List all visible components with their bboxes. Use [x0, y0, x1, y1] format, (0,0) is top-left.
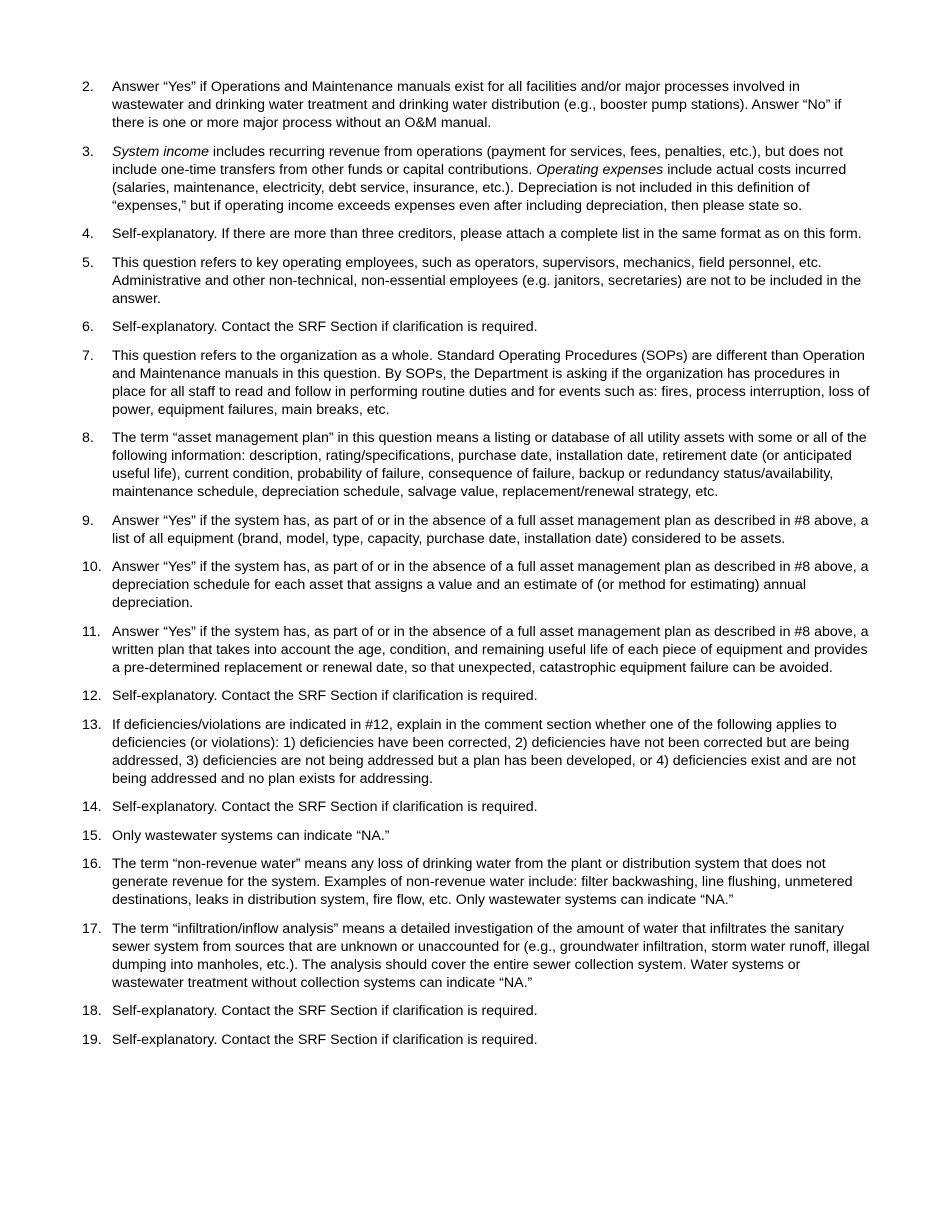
- item-number: 15.: [82, 827, 102, 844]
- item-text: Self-explanatory. Contact the SRF Section if clarification is required.: [112, 319, 538, 335]
- item-text: The term “asset management plan” in this question means a listing or database of all utility assets with some or all of the following information: description, rating/specifications, purchase date, installation date, retirement date (or anticipated useful life), current condition, probability of failure, consequence of failure, backup or redundancy status/availability, maintenance schedule, depreciation schedule, salvage value, replacement/renewal strategy, etc.: [112, 430, 867, 500]
- item-text: [112, 143, 872, 215]
- item-text: The term “infiltration/inflow analysis” means a detailed investigation of the amount of water that infiltrates the sanitary sewer system from sources that are unknown or unaccounted for (e.g., groundwater infiltration, storm water runoff, illegal dumping into manholes, etc.). The analysis should cover the entire sewer collection system. Water systems or wastewater treatment without collection systems can indicate “NA.”: [112, 920, 870, 991]
- item-number: 18.: [82, 1003, 102, 1019]
- item-text: Answer “Yes” if Operations and Maintenance manuals exist for all facilities and/or major processes involved in wastewater and drinking water treatment and drinking water distribution (e.g., booster pump stations). Answer “No” if there is one or more major process without an O&M manual.: [112, 79, 842, 131]
- instructions-list: [82, 78, 872, 1059]
- item-text: If deficiencies/violations are indicated in #12, explain in the comment section whether one of the following applies to deficiencies (or violations): 1) deficiencies have been corrected, 2) deficiencies have not been corrected but are being addressed, 3) deficiencies are not being addressed but a plan has been developed, or 4) deficiencies exist and are not being addressed and no plan exists for addressing.: [112, 716, 856, 787]
- item-text: Only wastewater systems can indicate “NA.”: [112, 827, 390, 844]
- item-number: 3.: [82, 143, 94, 160]
- list-item-5: [82, 254, 872, 308]
- item-number: 5.: [82, 254, 94, 271]
- item-text: This question refers to key operating employees, such as operators, supervisors, mechanics, field personnel, etc. Administrative and other non-technical, non-essential employees (e.g. janitors, secretaries) are not to be included in the answer.: [112, 254, 862, 307]
- item-number: 2.: [82, 79, 94, 95]
- list-item-13: [82, 716, 872, 788]
- list-item-10: [82, 558, 872, 612]
- list-item-15: [82, 827, 872, 845]
- item-number: 8.: [82, 430, 94, 446]
- term-operating-expenses: Operating expenses: [536, 161, 664, 178]
- item-text-part-a: includes recurring revenue from operations (payment for services, fees, penalties, etc.), but does not include one-time transfers from other funds or capital contributions.: [112, 143, 844, 178]
- list-item-17: [82, 920, 872, 992]
- list-item-12: [82, 687, 872, 705]
- item-number: 7.: [82, 347, 94, 364]
- item-text: Answer “Yes” if the system has, as part of or in the absence of a full asset management plan as described in #8 above, a list of all equipment (brand, model, type, capacity, purchase date, installation date) considered to be assets.: [112, 512, 869, 547]
- list-item-7: [82, 347, 872, 419]
- list-item-16: [82, 855, 872, 909]
- item-number: 12.: [82, 688, 102, 704]
- item-text: Self-explanatory. Contact the SRF Section if clarification is required.: [112, 1031, 538, 1048]
- item-number: 14.: [82, 799, 102, 815]
- item-number: 17.: [82, 920, 102, 937]
- list-item-6: [82, 318, 872, 336]
- item-text-part-b: include actual costs incurred (salaries, maintenance, electricity, debt service, insurance, etc.). Depreciation is not included in this definition of “expenses,” but if operating income exceeds expenses even after including depreciation, then please state so.: [112, 161, 847, 214]
- item-text: The term “non-revenue water” means any loss of drinking water from the plant or distribution system that does not generate revenue for the system. Examples of non-revenue water include: filter backwashing, line flushing, unmetered destinations, leaks in distribution system, fire flow, etc. Only wastewater systems can indicate “NA.”: [112, 856, 853, 908]
- list-item-4: [82, 225, 872, 243]
- item-text: This question refers to the organization as a whole. Standard Operating Procedures (SOPs) are different than Operation and Maintenance manuals in this question. By SOPs, the Department is asking if the organization has procedures in place for all staff to read and follow in performing routine duties and for events such as: fires, process interruption, loss of power, equipment failures, main breaks, etc.: [112, 347, 870, 418]
- item-text: Self-explanatory. Contact the SRF Section if clarification is required.: [112, 799, 538, 815]
- list-item-11: [82, 623, 872, 677]
- item-text: Answer “Yes” if the system has, as part of or in the absence of a full asset management plan as described in #8 above, a written plan that takes into account the age, condition, and remaining useful life of each piece of equipment and provides a pre-determined replacement or renewal date, so that unexpected, catastrophic equipment failure can be avoided.: [112, 623, 869, 676]
- list-item-8: [82, 429, 872, 501]
- item-text: Answer “Yes” if the system has, as part of or in the absence of a full asset management plan as described in #8 above, a depreciation schedule for each asset that assigns a value and an estimate of (or method for estimating) annual depreciation.: [112, 559, 869, 611]
- list-item-18: [82, 1002, 872, 1020]
- list-item-14: [82, 798, 872, 816]
- list-item-3: [82, 143, 872, 215]
- item-text: Self-explanatory. Contact the SRF Section if clarification is required.: [112, 688, 538, 704]
- list-item-9: [82, 512, 872, 548]
- item-number: 13.: [82, 716, 102, 733]
- item-number: 16.: [82, 856, 102, 872]
- item-number: 11.: [82, 623, 101, 640]
- term-system-income: System income: [112, 143, 209, 160]
- list-item-2: [82, 78, 872, 132]
- item-number: 9.: [82, 512, 94, 529]
- item-text: Self-explanatory. Contact the SRF Section if clarification is required.: [112, 1003, 538, 1019]
- item-number: 4.: [82, 226, 94, 242]
- item-number: 10.: [82, 559, 102, 575]
- item-number: 6.: [82, 319, 94, 335]
- item-number: 19.: [82, 1031, 102, 1048]
- item-text: Self-explanatory. If there are more than three creditors, please attach a complete list in the same format as on this form.: [112, 226, 862, 242]
- list-item-19: [82, 1031, 872, 1049]
